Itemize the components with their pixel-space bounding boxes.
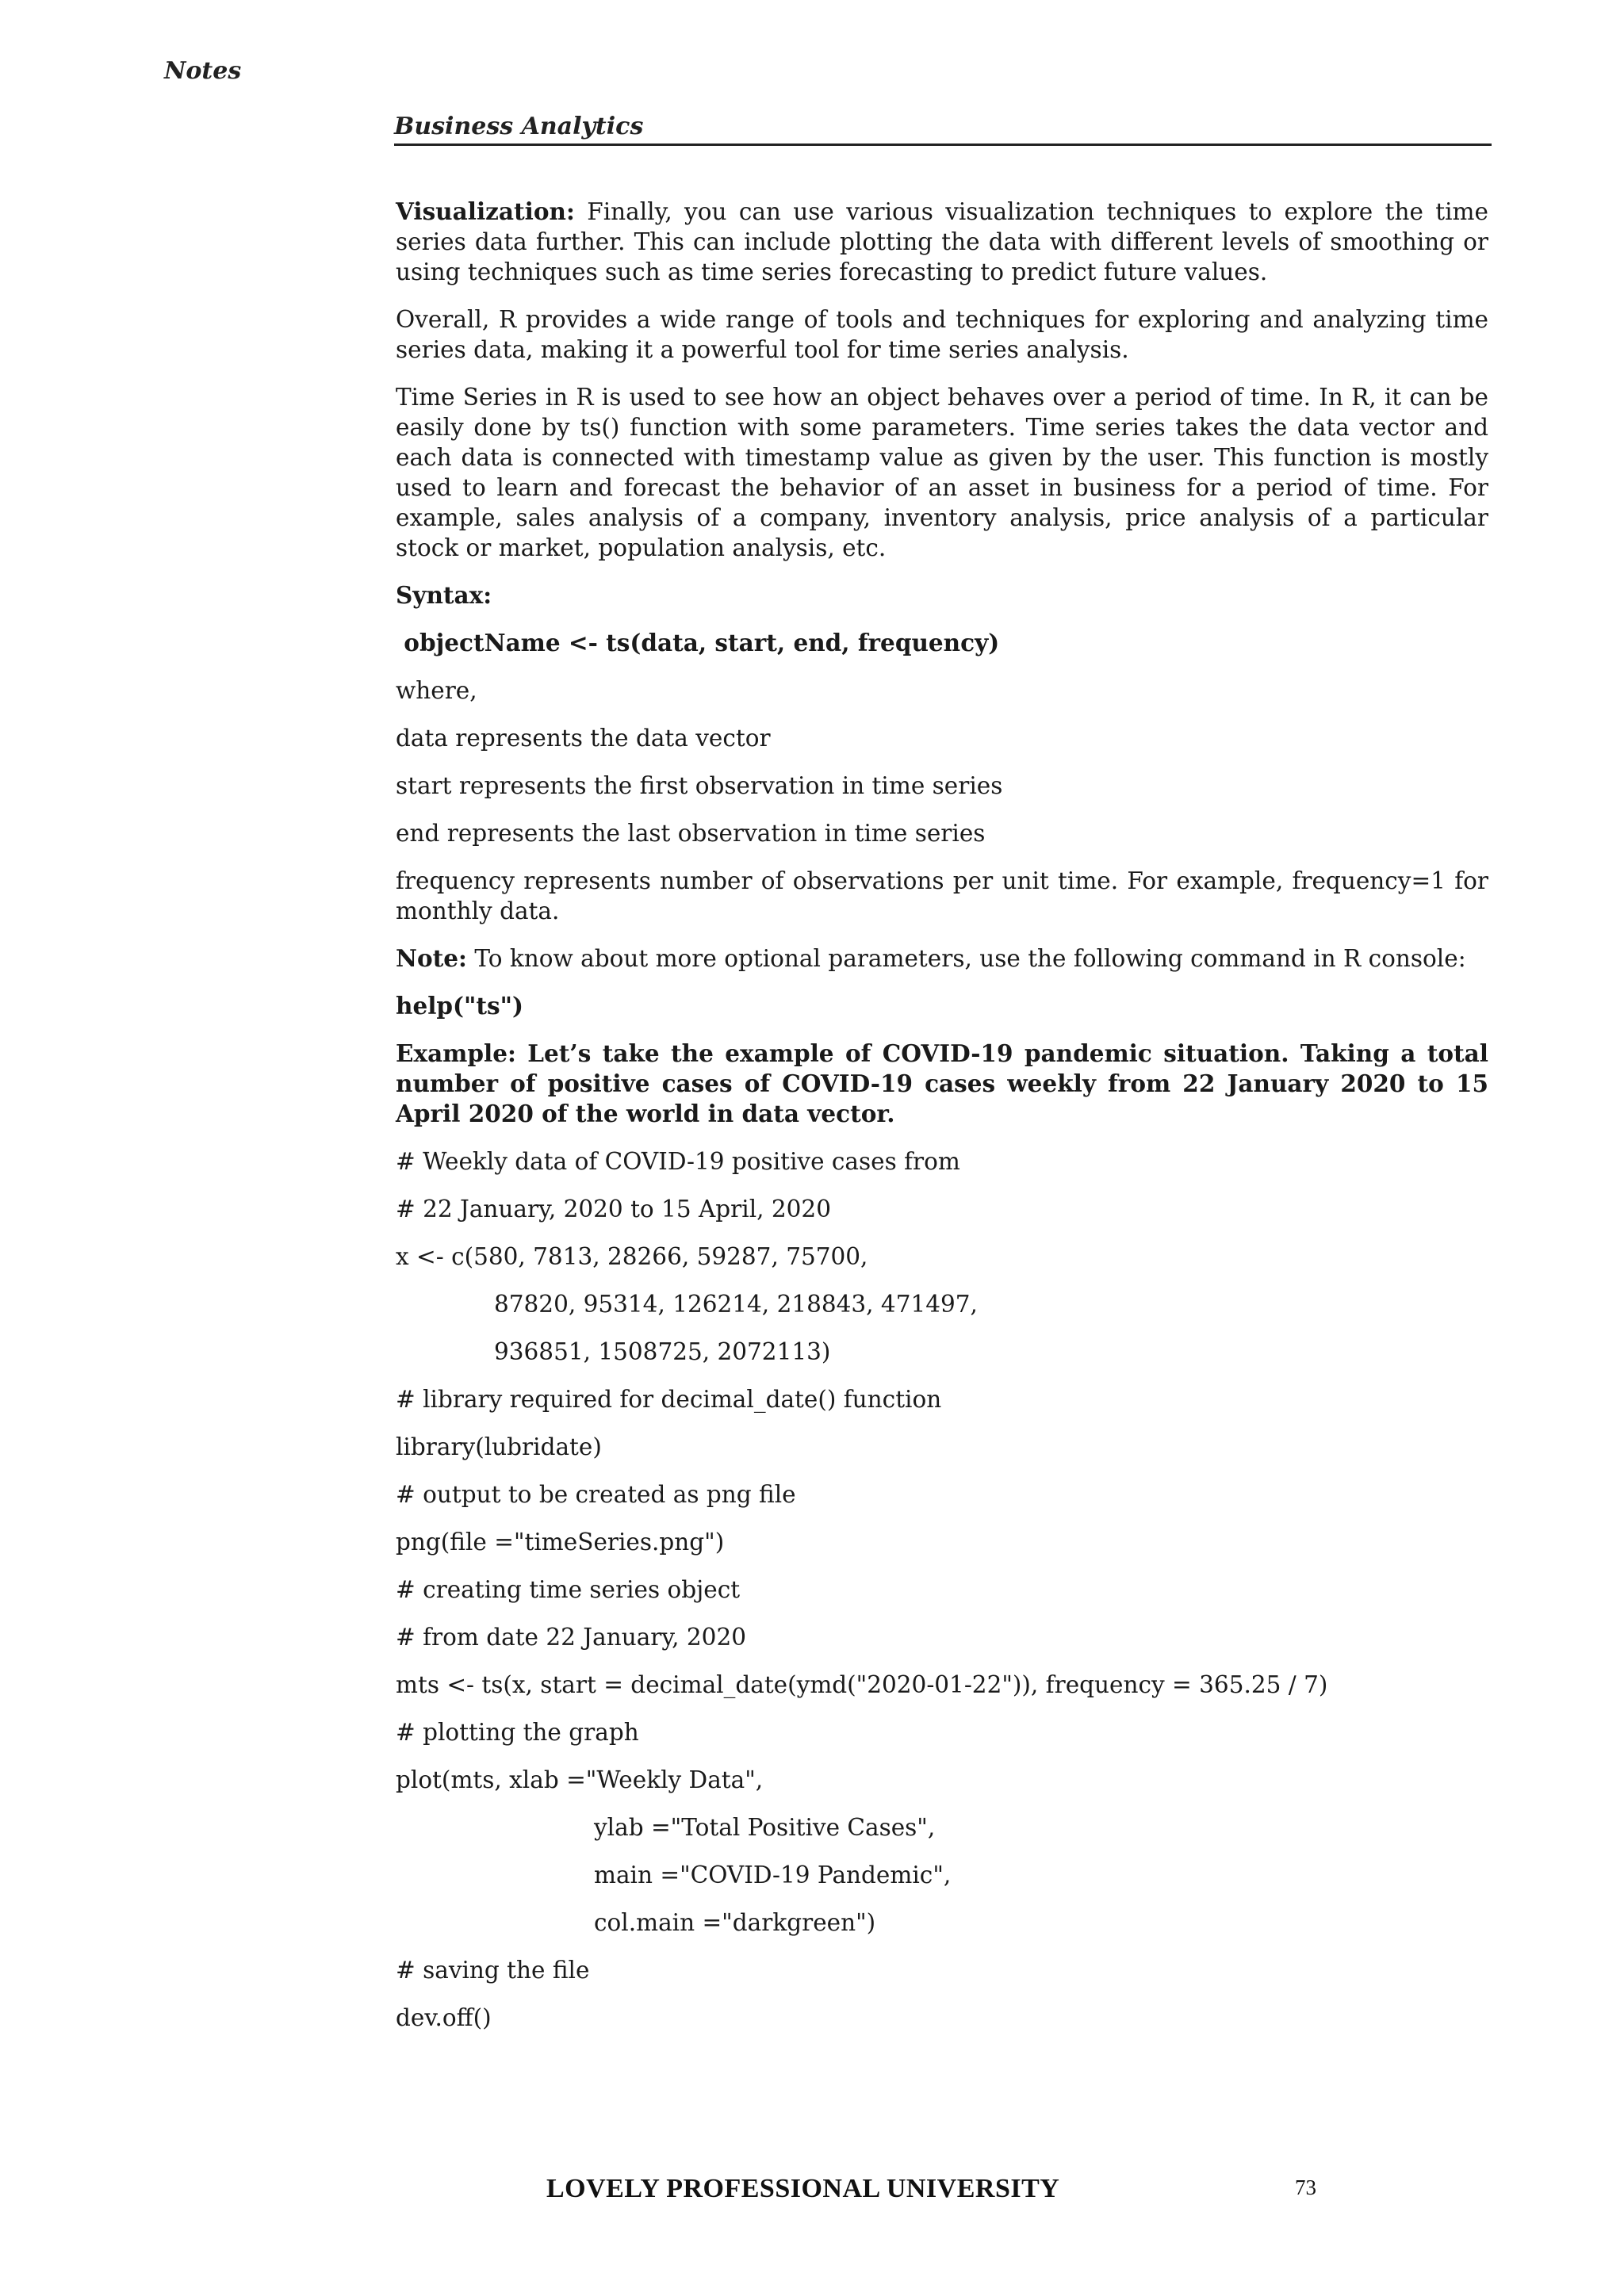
example-paragraph: Example: Let’s take the example of COVID-19 pandemic situation. Taking a total number of positive cases of COVID-19 cases weekly from 22 January 2020 to 15 April 2020 of the world in data vector. [396, 1039, 1488, 1127]
running-header [394, 113, 1492, 146]
code-line: # from date 22 January, 2020 [396, 1624, 746, 1651]
code-line: png(file ="timeSeries.png") [396, 1529, 725, 1556]
code-line: # 22 January, 2020 to 15 April, 2020 [396, 1196, 831, 1223]
header-title: Business Analytics [394, 113, 644, 140]
code-line: # output to be created as png file [396, 1481, 796, 1508]
visualization-paragraph [396, 197, 1488, 287]
code-line: # Weekly data of COVID-19 positive cases from [396, 1148, 960, 1175]
param-end-text: end represents the last observation in time series [396, 820, 986, 847]
code-line: dev.off() [396, 2004, 492, 2031]
visualization-label: Visualization: [396, 197, 575, 225]
param-frequency-text: frequency represents number of observations per unit time. For example, frequency=1 for monthly data. [396, 867, 1488, 924]
code-line: 87820, 95314, 126214, 218843, 471497, [494, 1291, 978, 1318]
code-line: plot(mts, xlab ="Weekly Data", [396, 1766, 764, 1793]
time-series-intro-paragraph: Time Series in R is used to see how an object behaves over a period of time. In R, it can be easily done by ts() function with some parameters. Time series takes the data vector and each data is connected with timestamp value as given by the user. This function is mostly used to learn and forecast the behavior of an asset in business for a period of time. For example, sales analysis of a company, inventory analysis, price analysis of a particular stock or market, population analysis, etc. [396, 384, 1488, 561]
footer-university: LOVELY PROFESSIONAL UNIVERSITY [546, 2174, 1060, 2203]
code-line: main ="COVID-19 Pandemic", [594, 1862, 952, 1888]
margin-notes-label: Notes [164, 57, 242, 85]
visualization-text: Finally, you can use various visualization techniques to explore the time series data further. This can include plotting the data with different levels of smoothing or using techniques such as time series forecasting to predict future values. [396, 198, 1488, 285]
param-data-text: data represents the data vector [396, 725, 771, 752]
code-line: mts <- ts(x, start = decimal_date(ymd("2020-01-22")), frequency = 365.25 / 7) [396, 1671, 1328, 1698]
note-label: Note: [396, 944, 467, 972]
syntax-label: Syntax: [396, 581, 492, 609]
note-text: To know about more optional parameters, use the following command in R console: [466, 945, 1466, 972]
code-line: # creating time series object [396, 1576, 741, 1603]
page-body [396, 197, 1488, 2050]
code-line: ylab ="Total Positive Cases", [594, 1814, 936, 1841]
param-start-text: start represents the first observation in time series [396, 772, 1003, 799]
code-line: # plotting the graph [396, 1719, 639, 1746]
note-paragraph [396, 943, 1488, 974]
code-line: # saving the file [396, 1957, 590, 1984]
code-line: library(lubridate) [396, 1433, 602, 1460]
code-line: x <- c(580, 7813, 28266, 59287, 75700, [396, 1243, 868, 1270]
code-line: col.main ="darkgreen") [594, 1909, 876, 1936]
syntax-code: objectName <- ts(data, start, end, frequency) [396, 629, 1000, 656]
help-command: help("ts") [396, 992, 523, 1020]
code-line: # library required for decimal_date() function [396, 1386, 942, 1413]
where-text: where, [396, 677, 477, 704]
page-number: 73 [1295, 2175, 1316, 2199]
overall-paragraph: Overall, R provides a wide range of tools and techniques for exploring and analyzing time series data, making it a powerful tool for time series analysis. [396, 306, 1488, 363]
code-line: 936851, 1508725, 2072113) [494, 1338, 831, 1365]
